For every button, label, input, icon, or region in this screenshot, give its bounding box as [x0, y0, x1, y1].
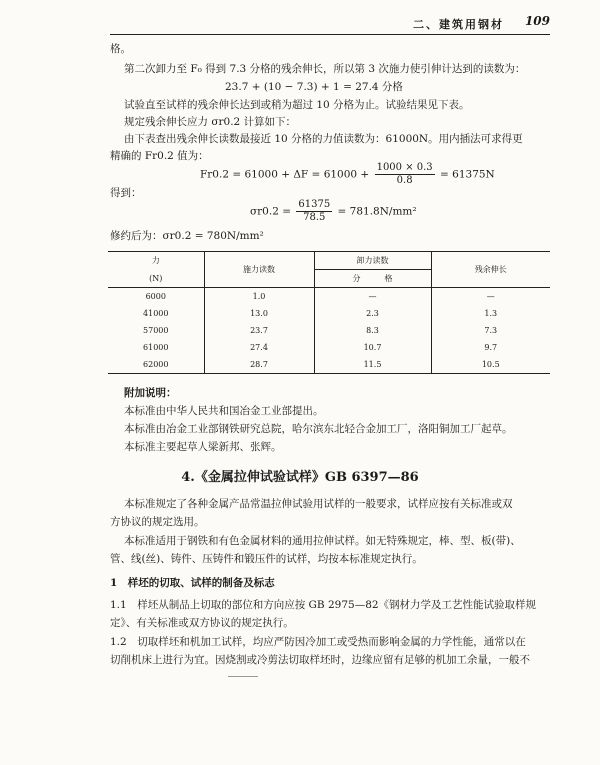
header-residual: 残余伸长 [431, 252, 550, 288]
body-line: 本标准规定了各种金属产品常温拉伸试验用试样的一般要求，试样应按有关标准或双 [124, 498, 513, 510]
fraction-numerator: 61375 [298, 199, 331, 210]
formula-stress [250, 199, 417, 224]
text-line: 得到： [110, 187, 142, 199]
header-force: 力 [108, 252, 204, 270]
text-line: 格。 [110, 43, 131, 55]
header-unit: 分 格 [314, 270, 431, 288]
fraction-numerator: 1000 × 0.3 [376, 162, 433, 173]
table-header-row [108, 252, 550, 270]
body-line: 本标准适用于钢铁和有色金属材料的通用拉伸试样。如无特殊规定，棒、型、板(带)、 [124, 535, 521, 547]
chapter-title: 二、建筑用钢材 [413, 18, 504, 31]
standard-title: 4.《金属拉伸试验试样》GB 6397—86 [181, 470, 419, 485]
note-line: 本标准由冶金工业部钢铁研究总院，哈尔滨东北轻合金加工厂，洛阳铜加工厂起草。 [124, 423, 513, 435]
body-line: 1.1 样坯从制品上切取的部位和方向应按 GB 2975—82《钢材力学及工艺性能试验取样规 [110, 599, 537, 611]
cell-unload: 11.5 [314, 356, 431, 374]
cell-residual: 10.5 [431, 356, 550, 374]
cell-residual: 7.3 [431, 322, 550, 339]
text-line: 修约后为：σr0.2 = 780N/mm² [110, 230, 264, 242]
cell-force: 57000 [143, 326, 169, 335]
notes-title: 附加说明： [124, 387, 177, 399]
cell-residual: 1.3 [431, 305, 550, 322]
body-line: 管、线(丝)、铸件、压铸件和锻压件的试样，均按本标准规定执行。 [110, 553, 423, 565]
cell-load: 1.0 [204, 288, 314, 306]
cell-unload: — [314, 288, 431, 306]
header-unload-reading: 卸力读数 [314, 252, 431, 270]
body-line: 方协议的规定选用。 [110, 516, 205, 528]
table-row [108, 356, 550, 374]
running-header [110, 14, 550, 35]
cell-force: 62000 [108, 356, 204, 374]
table-row [108, 339, 550, 356]
cell-unload: 2.3 [314, 305, 431, 322]
cell-load: 27.4 [204, 339, 314, 356]
fraction-denominator: 0.8 [396, 175, 413, 186]
text-line: 由下表查出残余伸长读数最接近 10 分格的力值读数为：61000N。用内插法可求得更 [124, 133, 523, 145]
cell-residual: 9.7 [431, 339, 550, 356]
header-force-unit: (N) [149, 273, 163, 283]
note-line: 本标准由中华人民共和国冶金工业部提出。 [124, 405, 324, 417]
text-line: 第二次卸力至 F₀ 得到 7.3 分格的残余伸长，所以第 3 次施力使引伸计达到的读数为： [124, 63, 526, 75]
fraction-denominator: 78.5 [303, 212, 326, 223]
cell-unload: 10.7 [314, 339, 431, 356]
formula-force [200, 162, 495, 187]
table-row [108, 305, 550, 322]
section-heading: 1 样坯的切取、试样的制备及标志 [110, 577, 275, 589]
text-line: 规定残余伸长应力 σr0.2 计算如下： [124, 116, 297, 128]
table-row [108, 288, 550, 306]
body-line: 切削机床上进行为宜。因烧割或冷剪法切取样坯时，边缘应留有足够的机加工余量，一般不 [110, 654, 530, 666]
formula-lhs: Fr0.2 = 61000 + ΔF = 61000 + [200, 168, 370, 181]
table-row [108, 322, 550, 339]
cell-load: 13.0 [204, 305, 314, 322]
body-line: 1.2 切取样坯和机加工试样，均应严防因冷加工或受热而影响金属的力学性能，通常以在 [110, 636, 526, 648]
note-line: 本标准主要起草人梁新邦、张辉。 [124, 441, 282, 453]
page-number: 109 [524, 14, 550, 28]
formula-rhs: = 61375N [440, 168, 495, 181]
header-load-reading: 施力读数 [204, 252, 314, 288]
cell-force: 61000 [143, 343, 169, 352]
formula-lhs: σr0.2 = [250, 205, 292, 218]
text-line: 试验直至试样的残余伸长达到或稍为超过 10 分格为止。试验结果见下表。 [124, 99, 470, 111]
cell-unload: 8.3 [314, 322, 431, 339]
text-line: 精确的 Fr0.2 值为： [110, 150, 209, 162]
cell-force: 41000 [143, 309, 169, 318]
formula-fraction [296, 199, 332, 224]
cell-load: 23.7 [204, 322, 314, 339]
formula-line: 23.7 + (10 − 7.3) + 1 = 27.4 分格 [225, 81, 403, 93]
cell-load: 28.7 [204, 356, 314, 374]
formula-fraction [375, 162, 435, 187]
cell-force: 6000 [108, 288, 204, 306]
cell-residual: — [431, 288, 550, 306]
test-results-table [108, 251, 550, 374]
scan-mark [228, 676, 258, 677]
formula-rhs: = 781.8N/mm² [337, 205, 417, 218]
body-line: 定》、有关标准或双方协议的规定执行。 [110, 617, 294, 629]
